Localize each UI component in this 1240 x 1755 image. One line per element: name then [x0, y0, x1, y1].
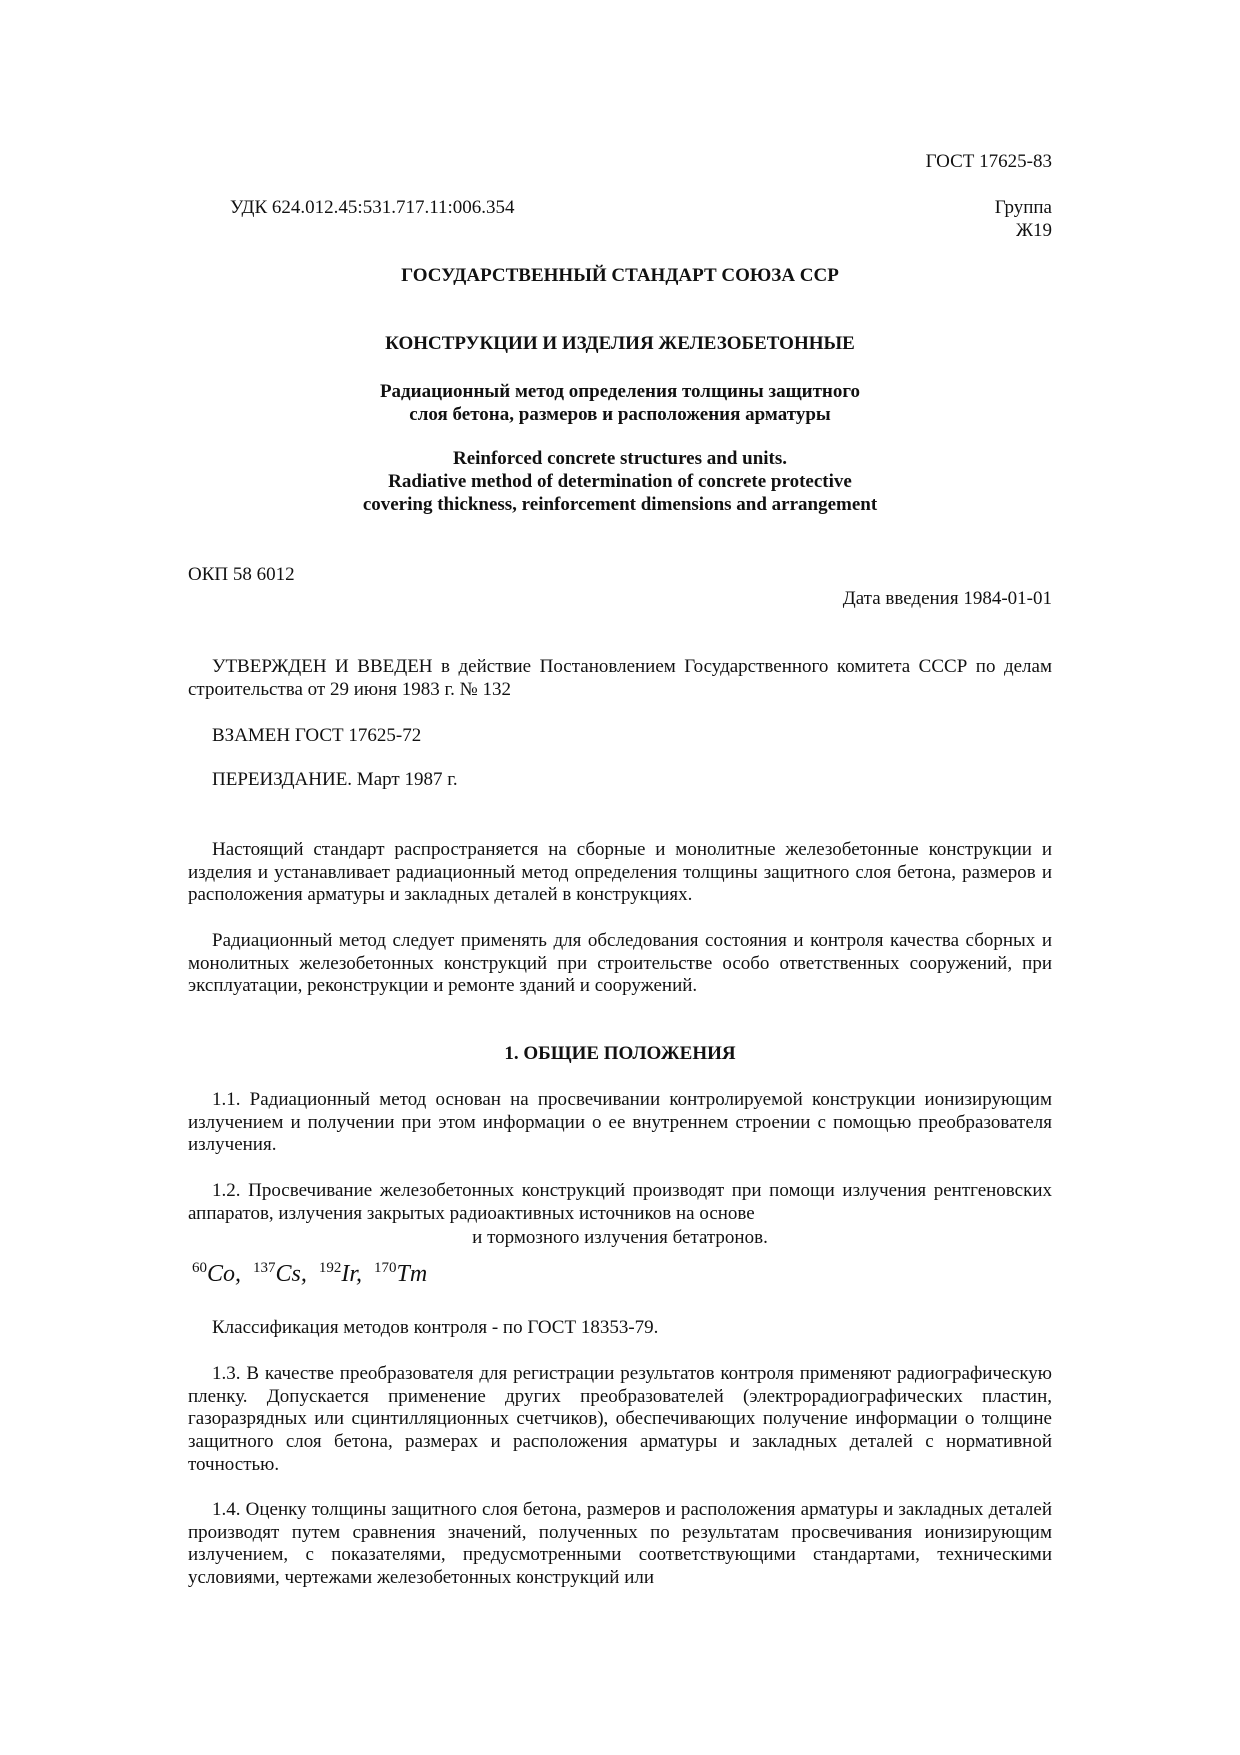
isotope-ir-192: $^{192}$Ir, — [318, 1260, 363, 1287]
clause-1-4: 1.4. Оценку толщины защитного слоя бетона, размеров и расположения арматуры и закладных деталей производят путем сравнения значений, полученных по результатам просвечивания ионизирующим излучением, с показателями, предусмотренными соответствующими стандартами, техническими условиями, чертежами железобетонных конструкций или — [188, 1499, 1052, 1589]
subtitle-en-line-2: Radiative method of determination of concrete protective — [388, 471, 852, 492]
section-1-heading: 1. ОБЩИЕ ПОЛОЖЕНИЯ — [504, 1043, 736, 1064]
main-title: КОНСТРУКЦИИ И ИЗДЕЛИЯ ЖЕЛЕЗОБЕТОННЫЕ — [385, 333, 855, 354]
intro-paragraph-2: Радиационный метод следует применять для обследования состояния и контроля качества сборных и монолитных железобетонных конструкций при строительстве особо ответственных сооружений, при эксплуатации, реконструкции и ремонте зданий и сооружений. — [188, 930, 1052, 997]
subtitle-en-line-3: covering thickness, reinforcement dimensions and arrangement — [362, 494, 878, 515]
subtitle-ru-line-1: Радиационный метод определения толщины защитного — [379, 381, 861, 402]
gost-number: ГОСТ 17625-83 — [925, 151, 1052, 172]
isotope-cs-137: $^{137}$Cs, — [253, 1260, 307, 1287]
intro-date: Дата введения 1984-01-01 — [842, 588, 1052, 609]
subtitle-en-line-1: Reinforced concrete structures and units. — [452, 448, 788, 469]
clause-1-3: 1.3. В качестве преобразователя для регистрации результатов контроля применяют радиографическую пленку. Допускается применение других преобразователей (электрорадиографических пластин, газоразрядных или сцинтилляционных счетчиков), обеспечивающих получение информации о толщине защитного слоя бетона, размерах и расположения арматуры и закладных деталей с нормативной точностью. — [188, 1363, 1052, 1475]
udk-code: УДК 624.012.45:531.717.11:006.354 — [230, 197, 515, 218]
intro-paragraph-1: Настоящий стандарт распространяется на сборные и монолитные железобетонные конструкции и изделия и устанавливает радиационный метод определения толщины защитного слоя бетона, размеров и расположения арматуры и закладных деталей в конструкциях. — [188, 839, 1052, 906]
replaces-paragraph: ВЗАМЕН ГОСТ 17625-72 — [212, 725, 422, 746]
subtitle-ru-line-2: слоя бетона, размеров и расположения арматуры — [409, 404, 831, 425]
classification-paragraph: Классификация методов контроля - по ГОСТ 18353-79. — [212, 1317, 659, 1338]
okp-code: ОКП 58 6012 — [188, 564, 295, 585]
group-code: Ж19 — [1015, 220, 1052, 241]
isotope-formula — [192, 1254, 427, 1288]
state-standard-title: ГОСУДАРСТВЕННЫЙ СТАНДАРТ СОЮЗА ССР — [401, 265, 839, 286]
reissue-paragraph: ПЕРЕИЗДАНИЕ. Март 1987 г. — [212, 769, 458, 790]
isotope-tm-170: $^{170}$Tm — [374, 1260, 428, 1287]
approved-paragraph: УТВЕРЖДЕН И ВВЕДЕН в действие Постановлением Государственного комитета СССР по делам строительства от 29 июня 1983 г. № 132 — [188, 656, 1052, 700]
clause-1-1: 1.1. Радиационный метод основан на просвечивании контролируемой конструкции ионизирующим излучением и получении при этом информации о ее внутреннем строении с помощью преобразователя излучения. — [188, 1089, 1052, 1156]
clause-1-2: 1.2. Просвечивание железобетонных конструкций производят при помощи излучения рентгеновских аппаратов, излучения закрытых радиоактивных источников на основе — [188, 1180, 1052, 1224]
isotope-co-60: $^{60}$Co, — [192, 1260, 242, 1287]
clause-1-2-tail: и тормозного излучения бетатронов. — [472, 1227, 768, 1248]
group-label: Группа — [994, 197, 1052, 218]
